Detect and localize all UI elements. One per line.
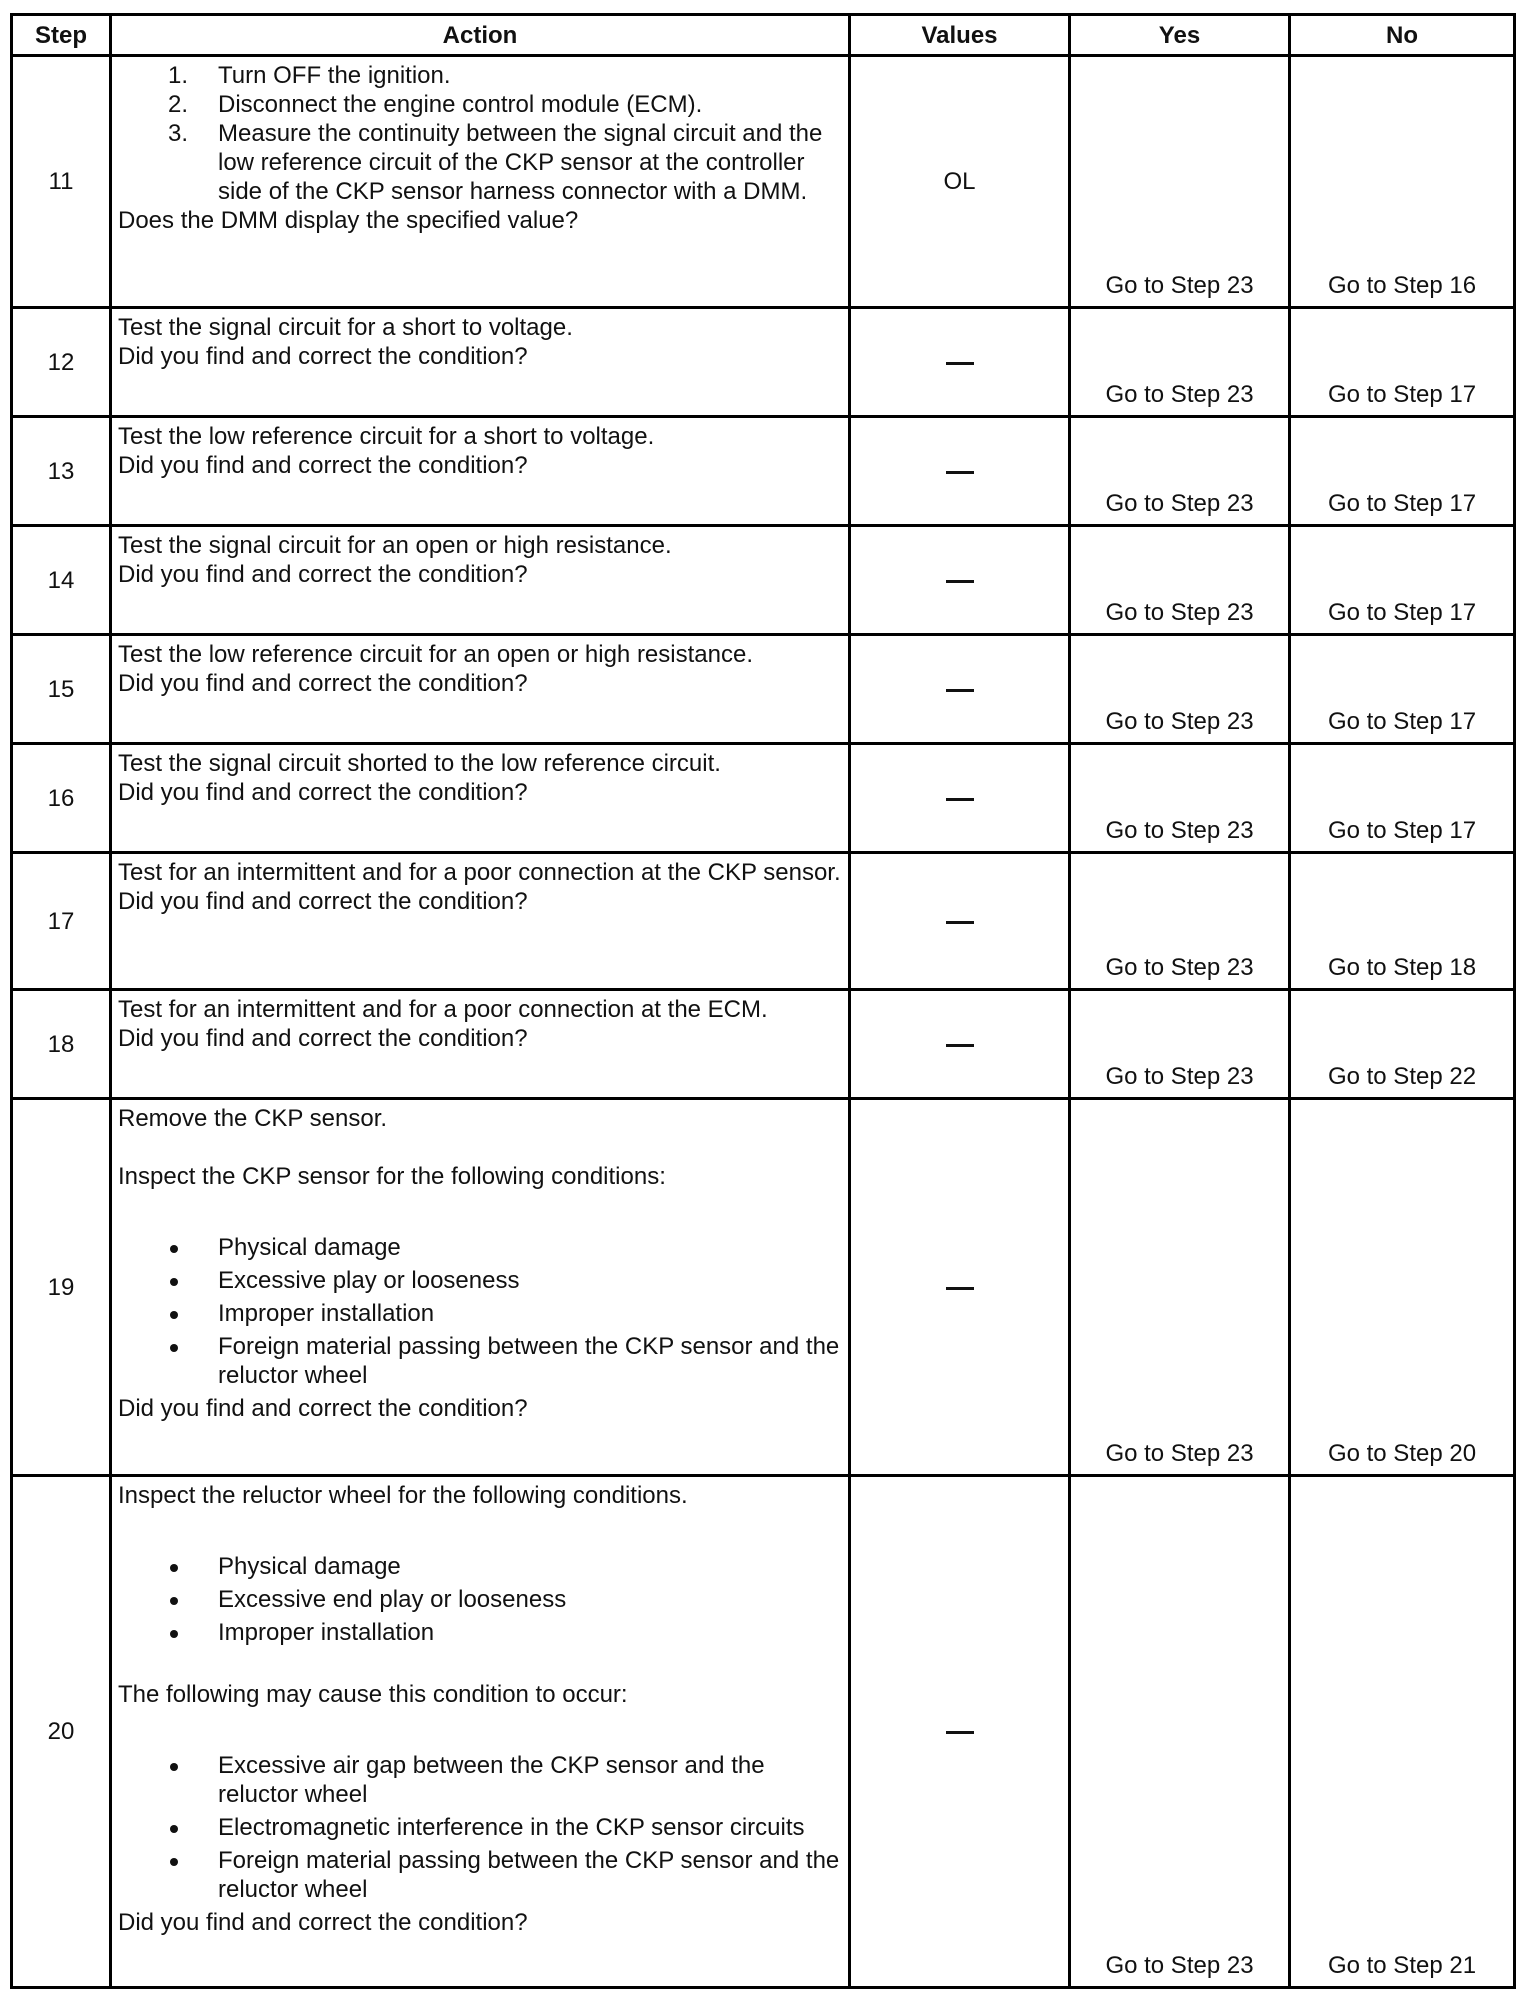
action-cell bbox=[111, 1099, 850, 1476]
action-cell bbox=[111, 56, 850, 308]
action-block bbox=[118, 1481, 842, 1908]
bullet-icon bbox=[170, 1858, 178, 1866]
list-text: Physical damage bbox=[218, 1553, 401, 1580]
table-row bbox=[12, 990, 1515, 1099]
list-number: 1. bbox=[168, 62, 189, 89]
action-block bbox=[118, 1104, 842, 1394]
value-cell bbox=[850, 853, 1070, 990]
list-text: Improper installation bbox=[218, 1300, 435, 1327]
action-text-2: The following may cause this condition to occur: bbox=[118, 1681, 628, 1708]
bullet-list bbox=[118, 1233, 842, 1390]
dash-icon bbox=[946, 471, 974, 474]
list-item bbox=[118, 1552, 842, 1581]
dash-icon bbox=[946, 580, 974, 583]
step-number: 18 bbox=[12, 990, 111, 1099]
action-text: Test the signal circuit for an open or high resistance. bbox=[118, 532, 672, 559]
action-text-2: Inspect the CKP sensor for the following conditions: bbox=[118, 1163, 666, 1190]
bullet-icon bbox=[170, 1564, 178, 1572]
list-item bbox=[118, 1266, 842, 1295]
step-number: 13 bbox=[12, 417, 111, 526]
header-row bbox=[12, 15, 1515, 56]
list-text: Excessive play or looseness bbox=[218, 1267, 520, 1294]
question-text: Did you find and correct the condition? bbox=[118, 1909, 528, 1936]
action-cell bbox=[111, 1476, 850, 1988]
list-item bbox=[118, 1299, 842, 1328]
no-link[interactable]: Go to Step 17 bbox=[1290, 744, 1515, 853]
action-text: Test the signal circuit shorted to the low reference circuit. bbox=[118, 750, 721, 777]
table-row bbox=[12, 417, 1515, 526]
bullet-list bbox=[118, 1552, 842, 1647]
list-item bbox=[118, 1585, 842, 1614]
yes-link[interactable]: Go to Step 23 bbox=[1070, 308, 1290, 417]
value-cell bbox=[850, 1476, 1070, 1988]
step-number: 11 bbox=[12, 56, 111, 308]
question-text: Does the DMM display the specified value? bbox=[118, 207, 579, 234]
diagnostic-table bbox=[10, 13, 1516, 1989]
bullet-list-2 bbox=[118, 1751, 842, 1904]
value-cell bbox=[850, 990, 1070, 1099]
no-link[interactable]: Go to Step 17 bbox=[1290, 308, 1515, 417]
no-link[interactable]: Go to Step 16 bbox=[1290, 56, 1515, 308]
value-cell: OL bbox=[850, 56, 1070, 308]
header-yes: Yes bbox=[1070, 15, 1290, 56]
list-text: Improper installation bbox=[218, 1619, 435, 1646]
question-text: Did you find and correct the condition? bbox=[118, 779, 528, 806]
step-number: 20 bbox=[12, 1476, 111, 1988]
bullet-icon bbox=[170, 1278, 178, 1286]
action-cell bbox=[111, 635, 850, 744]
table-row bbox=[12, 1099, 1515, 1476]
yes-link[interactable]: Go to Step 23 bbox=[1070, 744, 1290, 853]
list-text: Electromagnetic interference in the CKP sensor circuits bbox=[218, 1814, 805, 1841]
step-number: 15 bbox=[12, 635, 111, 744]
table-row bbox=[12, 853, 1515, 990]
no-link[interactable]: Go to Step 17 bbox=[1290, 417, 1515, 526]
dash-icon bbox=[946, 798, 974, 801]
step-number: 14 bbox=[12, 526, 111, 635]
question-text: Did you find and correct the condition? bbox=[118, 888, 528, 915]
yes-link[interactable]: Go to Step 23 bbox=[1070, 1099, 1290, 1476]
list-text: Disconnect the engine control module (ECM). bbox=[218, 91, 703, 118]
no-link[interactable]: Go to Step 17 bbox=[1290, 635, 1515, 744]
list-number: 3. bbox=[168, 120, 189, 147]
value-cell bbox=[850, 526, 1070, 635]
list-text: Foreign material passing between the CKP sensor and the reluctor wheel bbox=[218, 1847, 840, 1903]
list-text: Turn OFF the ignition. bbox=[218, 62, 451, 89]
step-number: 16 bbox=[12, 744, 111, 853]
value-cell bbox=[850, 308, 1070, 417]
action-text: Test the signal circuit for a short to voltage. bbox=[118, 314, 573, 341]
list-item bbox=[118, 61, 842, 90]
action-cell bbox=[111, 526, 850, 635]
dash-icon bbox=[946, 362, 974, 365]
no-link[interactable]: Go to Step 20 bbox=[1290, 1099, 1515, 1476]
table-row bbox=[12, 635, 1515, 744]
list-text: Excessive air gap between the CKP sensor and the reluctor wheel bbox=[218, 1752, 765, 1808]
table-row bbox=[12, 56, 1515, 308]
action-cell bbox=[111, 990, 850, 1099]
dash-icon bbox=[946, 921, 974, 924]
bullet-icon bbox=[170, 1311, 178, 1319]
dash-icon bbox=[946, 1731, 974, 1734]
list-item bbox=[118, 1751, 842, 1809]
header-step: Step bbox=[12, 15, 111, 56]
value-cell bbox=[850, 744, 1070, 853]
action-cell bbox=[111, 417, 850, 526]
table-row bbox=[12, 1476, 1515, 1988]
step-number: 17 bbox=[12, 853, 111, 990]
dash-icon bbox=[946, 1044, 974, 1047]
no-link[interactable]: Go to Step 21 bbox=[1290, 1476, 1515, 1988]
dash-icon bbox=[946, 689, 974, 692]
action-cell bbox=[111, 308, 850, 417]
numbered-steps bbox=[118, 61, 842, 206]
list-item bbox=[118, 1618, 842, 1647]
yes-link[interactable]: Go to Step 23 bbox=[1070, 635, 1290, 744]
header-action: Action bbox=[111, 15, 850, 56]
action-text: Test the low reference circuit for an open or high resistance. bbox=[118, 641, 753, 668]
list-text: Foreign material passing between the CKP sensor and the reluctor wheel bbox=[218, 1333, 840, 1389]
question-text: Did you find and correct the condition? bbox=[118, 561, 528, 588]
list-item bbox=[118, 1846, 842, 1904]
bullet-icon bbox=[170, 1763, 178, 1771]
action-text: Remove the CKP sensor. bbox=[118, 1105, 388, 1132]
list-text: Physical damage bbox=[218, 1234, 401, 1261]
action-text: Test the low reference circuit for a short to voltage. bbox=[118, 423, 655, 450]
action-text: Inspect the reluctor wheel for the following conditions. bbox=[118, 1482, 688, 1509]
question-text: Did you find and correct the condition? bbox=[118, 1395, 528, 1422]
action-cell bbox=[111, 744, 850, 853]
question-text: Did you find and correct the condition? bbox=[118, 343, 528, 370]
header-values: Values bbox=[850, 15, 1070, 56]
bullet-icon bbox=[170, 1630, 178, 1638]
value-cell bbox=[850, 1099, 1070, 1476]
list-item bbox=[118, 1332, 842, 1390]
dash-icon bbox=[946, 1287, 974, 1290]
list-number: 2. bbox=[168, 91, 189, 118]
step-number: 12 bbox=[12, 308, 111, 417]
list-item bbox=[118, 1813, 842, 1842]
value-cell bbox=[850, 417, 1070, 526]
no-link[interactable]: Go to Step 22 bbox=[1290, 990, 1515, 1099]
list-item bbox=[118, 1233, 842, 1262]
yes-link[interactable]: Go to Step 23 bbox=[1070, 417, 1290, 526]
list-text: Measure the continuity between the signal circuit and the low reference circuit of the CKP sensor at the controller side of the CKP sensor harness connector with a DMM. bbox=[218, 120, 823, 205]
header-no: No bbox=[1290, 15, 1515, 56]
action-text: Test for an intermittent and for a poor connection at the CKP sensor. bbox=[118, 859, 841, 886]
list-text: Excessive end play or looseness bbox=[218, 1586, 567, 1613]
bullet-icon bbox=[170, 1245, 178, 1253]
question-text: Did you find and correct the condition? bbox=[118, 452, 528, 479]
value-cell bbox=[850, 635, 1070, 744]
yes-link[interactable]: Go to Step 23 bbox=[1070, 526, 1290, 635]
yes-link[interactable]: Go to Step 23 bbox=[1070, 1476, 1290, 1988]
yes-link[interactable]: Go to Step 23 bbox=[1070, 853, 1290, 990]
yes-link[interactable]: Go to Step 23 bbox=[1070, 56, 1290, 308]
table-row bbox=[12, 744, 1515, 853]
bullet-icon bbox=[170, 1825, 178, 1833]
step-number: 19 bbox=[12, 1099, 111, 1476]
question-text: Did you find and correct the condition? bbox=[118, 670, 528, 697]
yes-link[interactable]: Go to Step 23 bbox=[1070, 990, 1290, 1099]
list-item bbox=[118, 90, 842, 119]
list-item bbox=[118, 119, 842, 206]
question-text: Did you find and correct the condition? bbox=[118, 1025, 528, 1052]
action-text: Test for an intermittent and for a poor connection at the ECM. bbox=[118, 996, 768, 1023]
bullet-icon bbox=[170, 1597, 178, 1605]
no-link[interactable]: Go to Step 17 bbox=[1290, 526, 1515, 635]
no-link[interactable]: Go to Step 18 bbox=[1290, 853, 1515, 990]
table-row bbox=[12, 526, 1515, 635]
bullet-icon bbox=[170, 1344, 178, 1352]
action-cell bbox=[111, 853, 850, 990]
table-row bbox=[12, 308, 1515, 417]
